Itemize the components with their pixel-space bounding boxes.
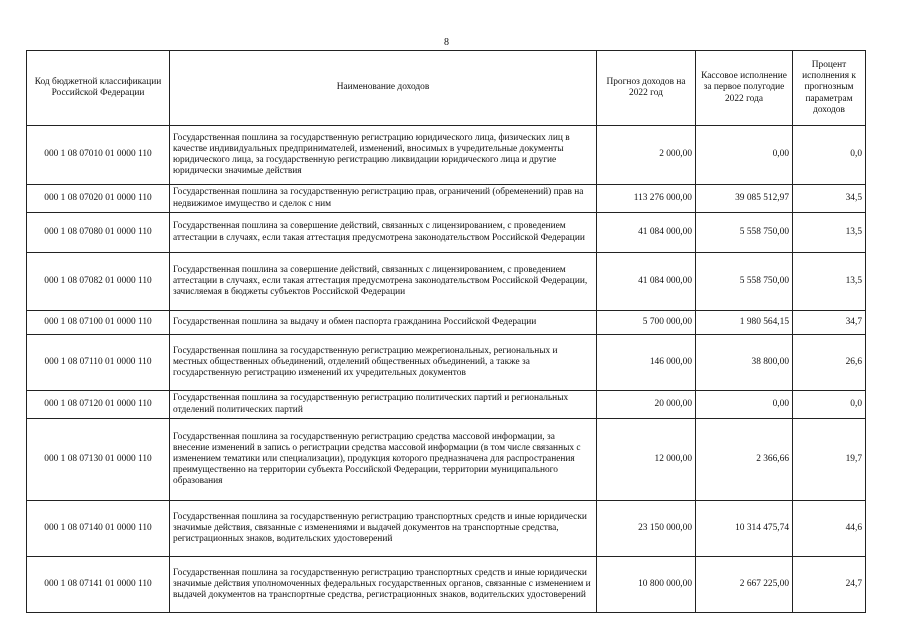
- row-percent: 0,0: [793, 391, 866, 419]
- row-name: Государственная пошлина за государственную регистрацию средства массовой информации, за внесение изменений в запись о регистрации средства массовой информации (в том числе связанных с изменением тематики или специализации), продукция которого предназначена для распространения преимущественно на территории субъекта Российской Федерации, территории муниципального образования: [170, 419, 597, 501]
- row-name: Государственная пошлина за государственную регистрацию юридического лица, физических лиц в качестве индивидуальных предпринимателей, изменений, вносимых в учредительные документы юридического лица, за государственную регистрацию ликвидации юридического лица и другие юридически значимые действия: [170, 126, 597, 185]
- row-name: Государственная пошлина за государственную регистрацию транспортных средств и иные юридически значимые действия, связанные с изменениями и выдачей документов на транспортные средства, регистрационных знаков, водительских удостоверений: [170, 501, 597, 557]
- row-percent: 34,7: [793, 311, 866, 335]
- row-forecast: 10 800 000,00: [597, 557, 696, 613]
- row-percent: 44,6: [793, 501, 866, 557]
- row-percent: 26,6: [793, 335, 866, 391]
- row-execution: 0,00: [696, 391, 793, 419]
- row-percent: 0,0: [793, 126, 866, 185]
- row-name: Государственная пошлина за выдачу и обмен паспорта гражданина Российской Федерации: [170, 311, 597, 335]
- row-code: 000 1 08 07082 01 0000 110: [27, 253, 170, 311]
- table-row: [27, 253, 866, 311]
- table-row: [27, 335, 866, 391]
- row-execution: 5 558 750,00: [696, 213, 793, 253]
- table-row: [27, 557, 866, 613]
- row-execution: 2 366,66: [696, 419, 793, 501]
- row-execution: 0,00: [696, 126, 793, 185]
- header-code: Код бюджетной классификации Российской Федерации: [27, 51, 170, 126]
- row-forecast: 5 700 000,00: [597, 311, 696, 335]
- row-name: Государственная пошлина за государственную регистрацию межрегиональных, региональных и местных общественных объединений, отделений общественных объединений, а также за государственную регистрацию изменений их учредительных документов: [170, 335, 597, 391]
- table-row: [27, 391, 866, 419]
- row-forecast: 2 000,00: [597, 126, 696, 185]
- row-code: 000 1 08 07010 01 0000 110: [27, 126, 170, 185]
- row-name: Государственная пошлина за государственную регистрацию политических партий и региональных отделений политических партий: [170, 391, 597, 419]
- row-name: Государственная пошлина за совершение действий, связанных с лицензированием, с проведением аттестации в случаях, если такая аттестация предусмотрена законодательством Российской Федерации, зачисляемая в бюджеты субъектов Российской Федерации: [170, 253, 597, 311]
- row-code: 000 1 08 07120 01 0000 110: [27, 391, 170, 419]
- row-execution: 5 558 750,00: [696, 253, 793, 311]
- header-name: Наименование доходов: [170, 51, 597, 126]
- row-code: 000 1 08 07110 01 0000 110: [27, 335, 170, 391]
- row-percent: 19,7: [793, 419, 866, 501]
- row-forecast: 23 150 000,00: [597, 501, 696, 557]
- row-code: 000 1 08 07130 01 0000 110: [27, 419, 170, 501]
- row-percent: 13,5: [793, 213, 866, 253]
- row-execution: 2 667 225,00: [696, 557, 793, 613]
- row-percent: 34,5: [793, 185, 866, 213]
- row-code: 000 1 08 07100 01 0000 110: [27, 311, 170, 335]
- table-header-row: [27, 51, 866, 126]
- row-code: 000 1 08 07140 01 0000 110: [27, 501, 170, 557]
- header-execution: Кассовое исполнение за первое полугодие 2022 года: [696, 51, 793, 126]
- row-forecast: 41 084 000,00: [597, 213, 696, 253]
- page-number: 8: [444, 37, 449, 48]
- row-code: 000 1 08 07141 01 0000 110: [27, 557, 170, 613]
- row-forecast: 41 084 000,00: [597, 253, 696, 311]
- row-forecast: 113 276 000,00: [597, 185, 696, 213]
- row-code: 000 1 08 07080 01 0000 110: [27, 213, 170, 253]
- row-percent: 13,5: [793, 253, 866, 311]
- row-code: 000 1 08 07020 01 0000 110: [27, 185, 170, 213]
- row-forecast: 20 000,00: [597, 391, 696, 419]
- row-execution: 38 800,00: [696, 335, 793, 391]
- revenue-table: [26, 50, 866, 613]
- row-name: Государственная пошлина за государственную регистрацию прав, ограничений (обременений) прав на недвижимое имущество и сделок с ним: [170, 185, 597, 213]
- header-forecast: Прогноз доходов на 2022 год: [597, 51, 696, 126]
- table-row: [27, 501, 866, 557]
- row-name: Государственная пошлина за совершение действий, связанных с лицензированием, с проведением аттестации в случаях, если такая аттестация предусмотрена законодательством Российской Федерации: [170, 213, 597, 253]
- row-name: Государственная пошлина за государственную регистрацию транспортных средств и иные юридически значимые действия уполномоченных федеральных государственных органов, связанные с изменением и выдачей документов на транспортные средства, регистрационных знаков, водительских удостоверений: [170, 557, 597, 613]
- row-forecast: 146 000,00: [597, 335, 696, 391]
- table-row: [27, 213, 866, 253]
- table-row: [27, 126, 866, 185]
- table-row: [27, 185, 866, 213]
- table-row: [27, 419, 866, 501]
- table-row: [27, 311, 866, 335]
- row-execution: 1 980 564,15: [696, 311, 793, 335]
- header-percent: Процент исполнения к прогнозным параметрам доходов: [793, 51, 866, 126]
- row-execution: 39 085 512,97: [696, 185, 793, 213]
- row-execution: 10 314 475,74: [696, 501, 793, 557]
- row-percent: 24,7: [793, 557, 866, 613]
- row-forecast: 12 000,00: [597, 419, 696, 501]
